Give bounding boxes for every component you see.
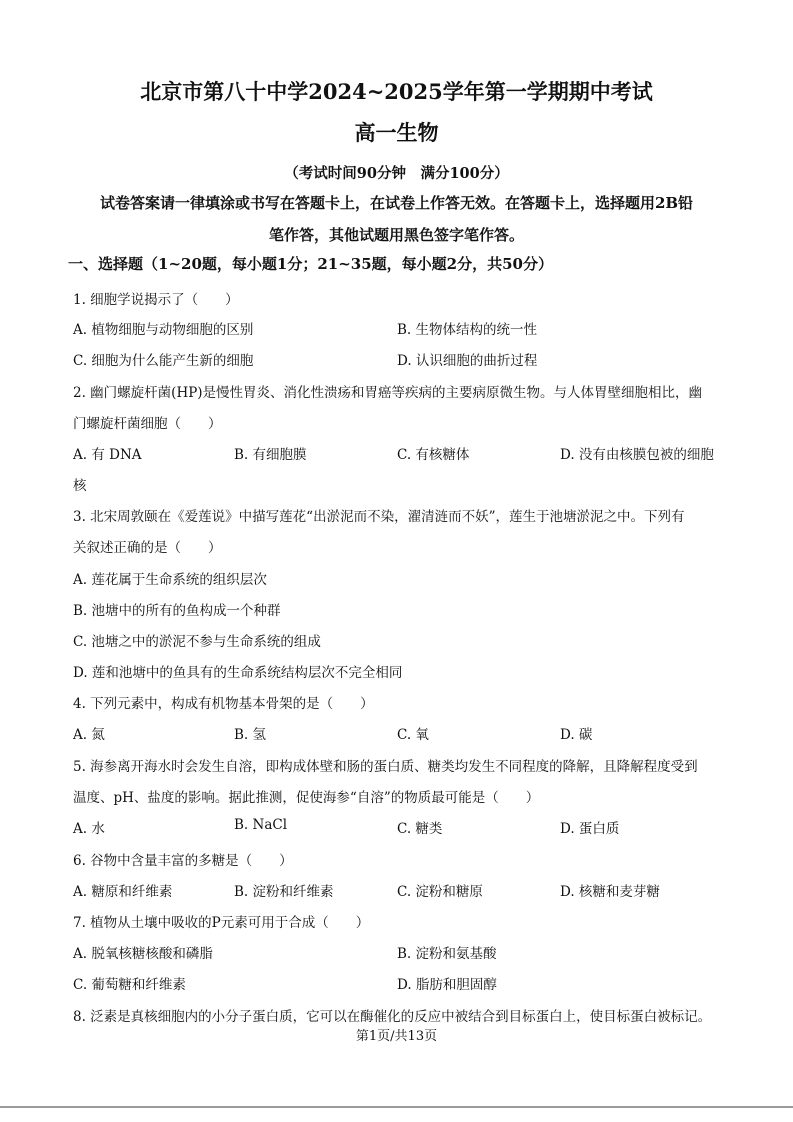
question-7-option-b: B. 淀粉和氨基酸 [397, 946, 497, 962]
question-7-option-a: A. 脱氧核糖核酸和磷脂 [73, 946, 213, 962]
question-2-option-d-continuation: 核 [73, 478, 87, 494]
exam-info: （考试时间90分钟 满分100分） [284, 165, 509, 182]
notice-line-2: 笔作答，其他试题用黑色签字笔作答。 [268, 226, 524, 244]
question-6-option-b: B. 淀粉和纤维素 [234, 884, 334, 900]
question-5-option-d: D. 蛋白质 [560, 821, 620, 837]
question-1-option-b: B. 生物体结构的统一性 [397, 322, 538, 338]
question-2-stem-1: 2. 幽门螺旋杆菌(HP)是慢性胃炎、消化性溃疡和胃癌等疾病的主要病原微生物。与人体胃壁细胞相比，幽 [73, 385, 703, 401]
question-3-option-c: C. 池塘之中的淤泥不参与生命系统的组成 [73, 634, 321, 650]
question-4-option-c: C. 氧 [397, 727, 429, 743]
question-7-option-d: D. 脂肪和胆固醇 [397, 977, 497, 993]
question-6-option-c: C. 淀粉和糖原 [397, 884, 483, 900]
question-3-stem-1: 3. 北宋周敦颐在《爱莲说》中描写莲花“出淤泥而不染，濯清涟而不妖”，莲生于池塘淤泥之中。下列有 [73, 509, 685, 525]
question-8-stem: 8. 泛素是真核细胞内的小分子蛋白质，它可以在酶催化的反应中被结合到目标蛋白上，使目标蛋白被标记。 [73, 1009, 712, 1025]
bottom-divider [0, 1106, 793, 1108]
question-3-option-b: B. 池塘中的所有的鱼构成一个种群 [73, 603, 281, 619]
question-5-stem-1: 5. 海参离开海水时会发生自溶，即构成体壁和肠的蛋白质、糖类均发生不同程度的降解，且降解程度受到 [73, 759, 698, 775]
question-5-option-c: C. 糖类 [397, 821, 443, 837]
question-3-stem-2: 关叙述正确的是（ ） [73, 540, 222, 556]
question-5-option-b: B. NaCl [234, 817, 288, 833]
question-6-stem: 6. 谷物中含量丰富的多糖是（ ） [73, 853, 293, 869]
question-1-option-d: D. 认识细胞的曲折过程 [397, 353, 538, 369]
question-4-stem: 4. 下列元素中，构成有机物基本骨架的是（ ） [73, 696, 374, 712]
notice-line-1: 试卷答案请一律填涂或书写在答题卡上，在试卷上作答无效。在答题卡上，选择题用2B铅 [99, 194, 694, 212]
question-4-option-d: D. 碳 [560, 727, 593, 743]
question-2-stem-2: 门螺旋杆菌细胞（ ） [73, 416, 222, 432]
exam-subject: 高一生物 [354, 120, 439, 145]
question-2-option-a: A. 有 DNA [73, 447, 142, 463]
question-6-option-d: D. 核糖和麦芽糖 [560, 884, 660, 900]
question-6-option-a: A. 糖原和纤维素 [73, 884, 173, 900]
question-2-option-d: D. 没有由核膜包被的细胞 [560, 447, 714, 463]
exam-title: 北京市第八十中学2024~2025学年第一学期期中考试 [140, 79, 653, 104]
question-7-stem: 7. 植物从土壤中吸收的P元素可用于合成（ ） [73, 915, 370, 931]
question-1-option-c: C. 细胞为什么能产生新的细胞 [73, 353, 254, 369]
question-1-option-a: A. 植物细胞与动物细胞的区别 [73, 322, 254, 338]
question-5-stem-2: 温度、pH、盐度的影响。据此推测，促使海参“自溶”的物质最可能是（ ） [73, 790, 540, 806]
question-4-option-b: B. 氢 [234, 727, 267, 743]
question-5-option-a: A. 水 [73, 821, 105, 837]
question-3-option-a: A. 莲花属于生命系统的组织层次 [73, 572, 267, 588]
question-2-option-c: C. 有核糖体 [397, 447, 470, 463]
page-number: 第1页/共13页 [355, 1029, 438, 1044]
question-3-option-d: D. 莲和池塘中的鱼具有的生命系统结构层次不完全相同 [73, 665, 403, 681]
section-title: 一、选择题（1~20题，每小题1分；21~35题，每小题2分，共50分） [68, 255, 553, 273]
question-2-option-b: B. 有细胞膜 [234, 447, 307, 463]
question-4-option-a: A. 氮 [73, 727, 105, 743]
question-7-option-c: C. 葡萄糖和纤维素 [73, 977, 186, 993]
question-1-stem: 1. 细胞学说揭示了（ ） [73, 292, 239, 308]
